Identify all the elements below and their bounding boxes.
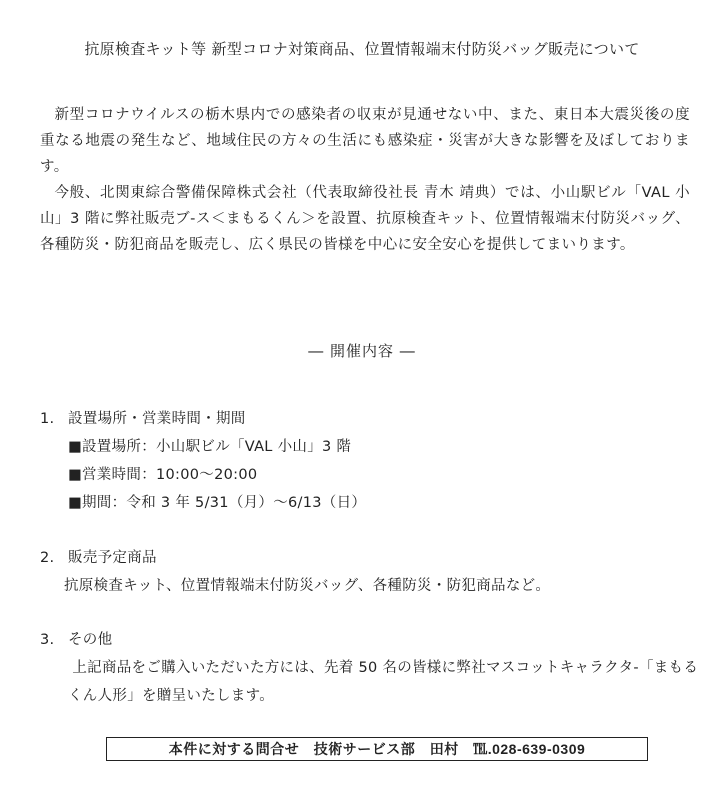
section-3 xyxy=(40,630,700,710)
section-3-number: 3. xyxy=(40,632,55,648)
section-2 xyxy=(40,548,700,600)
section-1-heading: 設置場所・営業時間・期間 xyxy=(68,411,246,427)
intro-block xyxy=(40,102,690,258)
section-3-body: 上記商品をご購入いただいた方には、先着 50 名の皆様に弊社マスコットキャラクタ-「まもるくん人形」を贈呈いたします。 xyxy=(68,660,699,704)
intro-paragraph-2: 今般、北関東綜合警備保障株式会社（代表取締役社長 青木 靖典）では、小山駅ビル「VAL 小山」3 階に弊社販売ブ-ス＜まもるくん＞を設置、抗原検査キット、位置情報端末付防災バッグ、各種防災・防犯商品を販売し、広く県民の皆様を中心に安全安心を提供してまいります。 xyxy=(40,185,690,253)
section-1 xyxy=(40,409,700,517)
section-2-number: 2. xyxy=(40,550,55,566)
section-1-item-location: ■設置場所：小山駅ビル「VAL 小山」3 階 xyxy=(68,439,352,455)
intro-paragraph-1: 新型コロナウイルスの栃木県内での感染者の収束が見通せない中、また、東日本大震災後の度重なる地震の発生など、地域住民の方々の生活にも感染症・災害が大きな影響を及ぼしております。 xyxy=(40,107,690,175)
section-3-heading: その他 xyxy=(68,632,113,648)
section-1-number: 1. xyxy=(40,411,55,427)
contact-box: 本件に対する問合せ 技術サービス部 田村 ℡.028-639-0309 xyxy=(106,737,648,761)
section-2-body: 抗原検査キット、位置情報端末付防災バッグ、各種防災・防犯商品など。 xyxy=(64,578,551,594)
section-1-item-period: ■期間：令和 3 年 5/31（月）～6/13（日） xyxy=(68,495,367,511)
section-heading: ― 開催内容 ― xyxy=(308,342,416,360)
section-1-item-hours: ■営業時間：10:00～20:00 xyxy=(68,467,258,483)
document-title: 抗原検査キット等 新型コロナ対策商品、位置情報端末付防災バッグ販売について xyxy=(84,40,640,58)
section-2-heading: 販売予定商品 xyxy=(68,550,157,566)
